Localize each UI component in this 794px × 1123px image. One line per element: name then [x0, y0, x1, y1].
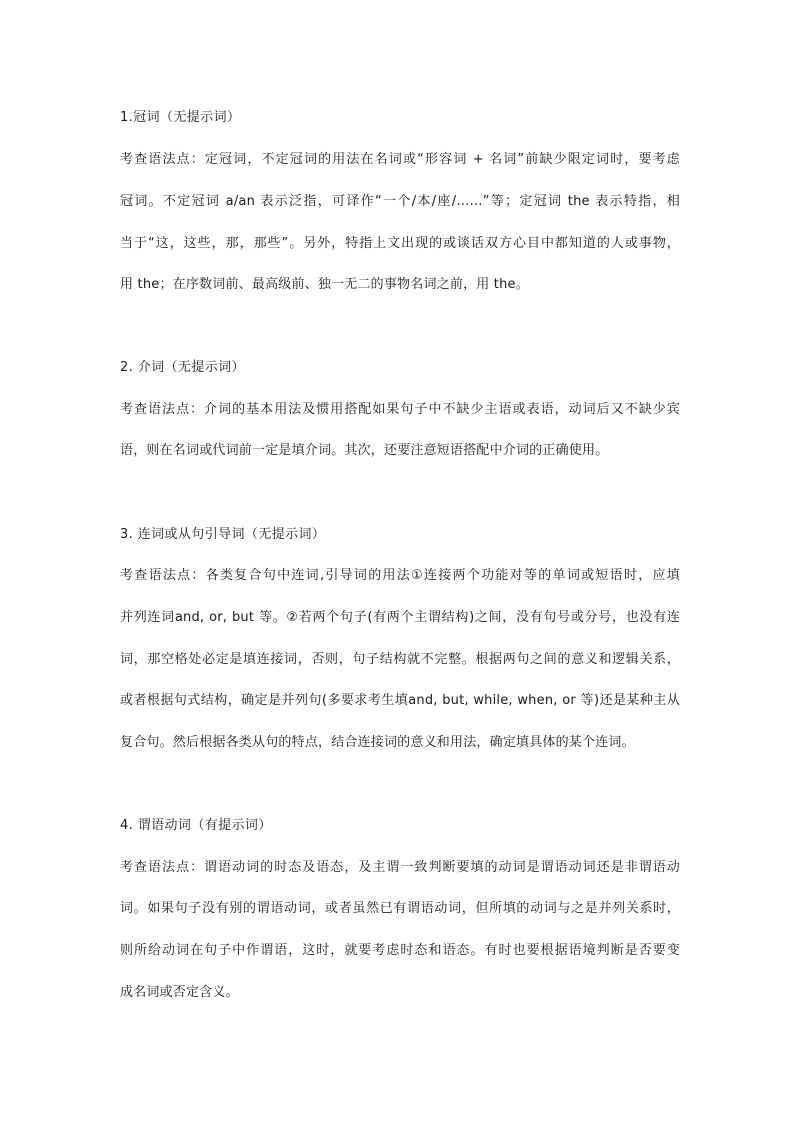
section-1-line-3: 当于“这，这些，那，那些”。另外，特指上文出现的或谈话双方心目中都知道的人或事物， [120, 236, 680, 251]
section-4-line-1: 考查语法点：谓语动词的时态及语态，及主谓一致判断要填的动词是谓语动词还是非谓语动 [120, 860, 680, 875]
section-4-heading: 4. 谓语动词（有提示词） [120, 818, 272, 833]
section-4-line-2: 词。如果句子没有别的谓语动词，或者虽然已有谓语动词，但所填的动词与之是并列关系时， [120, 901, 680, 916]
section-1-line-2: 冠词。不定冠词 a/an 表示泛指，可译作“一个/本/座/……”等；定冠词 the 表示特指，相 [120, 194, 680, 209]
section-3-line-3: 词，那空格处必定是填连接词，否则，句子结构就不完整。根据两句之间的意义和逻辑关系， [120, 652, 680, 667]
section-4-line-4: 成名词或否定含义。 [120, 985, 239, 1000]
section-3-line-4: 或者根据句式结构，确定是并列句(多要求考生填and, but, while, when, or 等)还是某种主从 [120, 693, 680, 708]
section-1-heading: 1.冠词（无提示词） [120, 110, 241, 125]
section-2-line-1: 考查语法点：介词的基本用法及惯用搭配如果句子中不缺少主语或表语，动词后又不缺少宾 [120, 402, 680, 417]
section-2-line-2: 语，则在名词或代词前一定是填介词。其次，还要注意短语搭配中介词的正确使用。 [120, 443, 609, 458]
section-3-line-2: 并列连词and, or, but 等。②若两个句子(有两个主谓结构)之间，没有句号或分号，也没有连 [120, 610, 680, 625]
section-1-line-4: 用 the；在序数词前、最高级前、独一无二的事物名词之前，用 the。 [120, 277, 529, 292]
section-3-heading: 3. 连词或从句引导词（无提示词） [120, 527, 326, 542]
section-3-line-5: 复合句。然后根据各类从句的特点，结合连接词的意义和用法，确定填具体的某个连词。 [120, 735, 635, 750]
section-2-heading: 2. 介词（无提示词） [120, 360, 245, 375]
section-1-line-1: 考查语法点：定冠词，不定冠词的用法在名词或“形容词 + 名词”前缺少限定词时，要考虑 [120, 152, 680, 167]
section-4-line-3: 则所给动词在句子中作谓语，这时，就要考虑时态和语态。有时也要根据语境判断是否要变 [120, 943, 680, 958]
section-3-line-1: 考查语法点：各类复合句中连词,引导词的用法①连接两个功能对等的单词或短语时，应填 [120, 568, 680, 583]
